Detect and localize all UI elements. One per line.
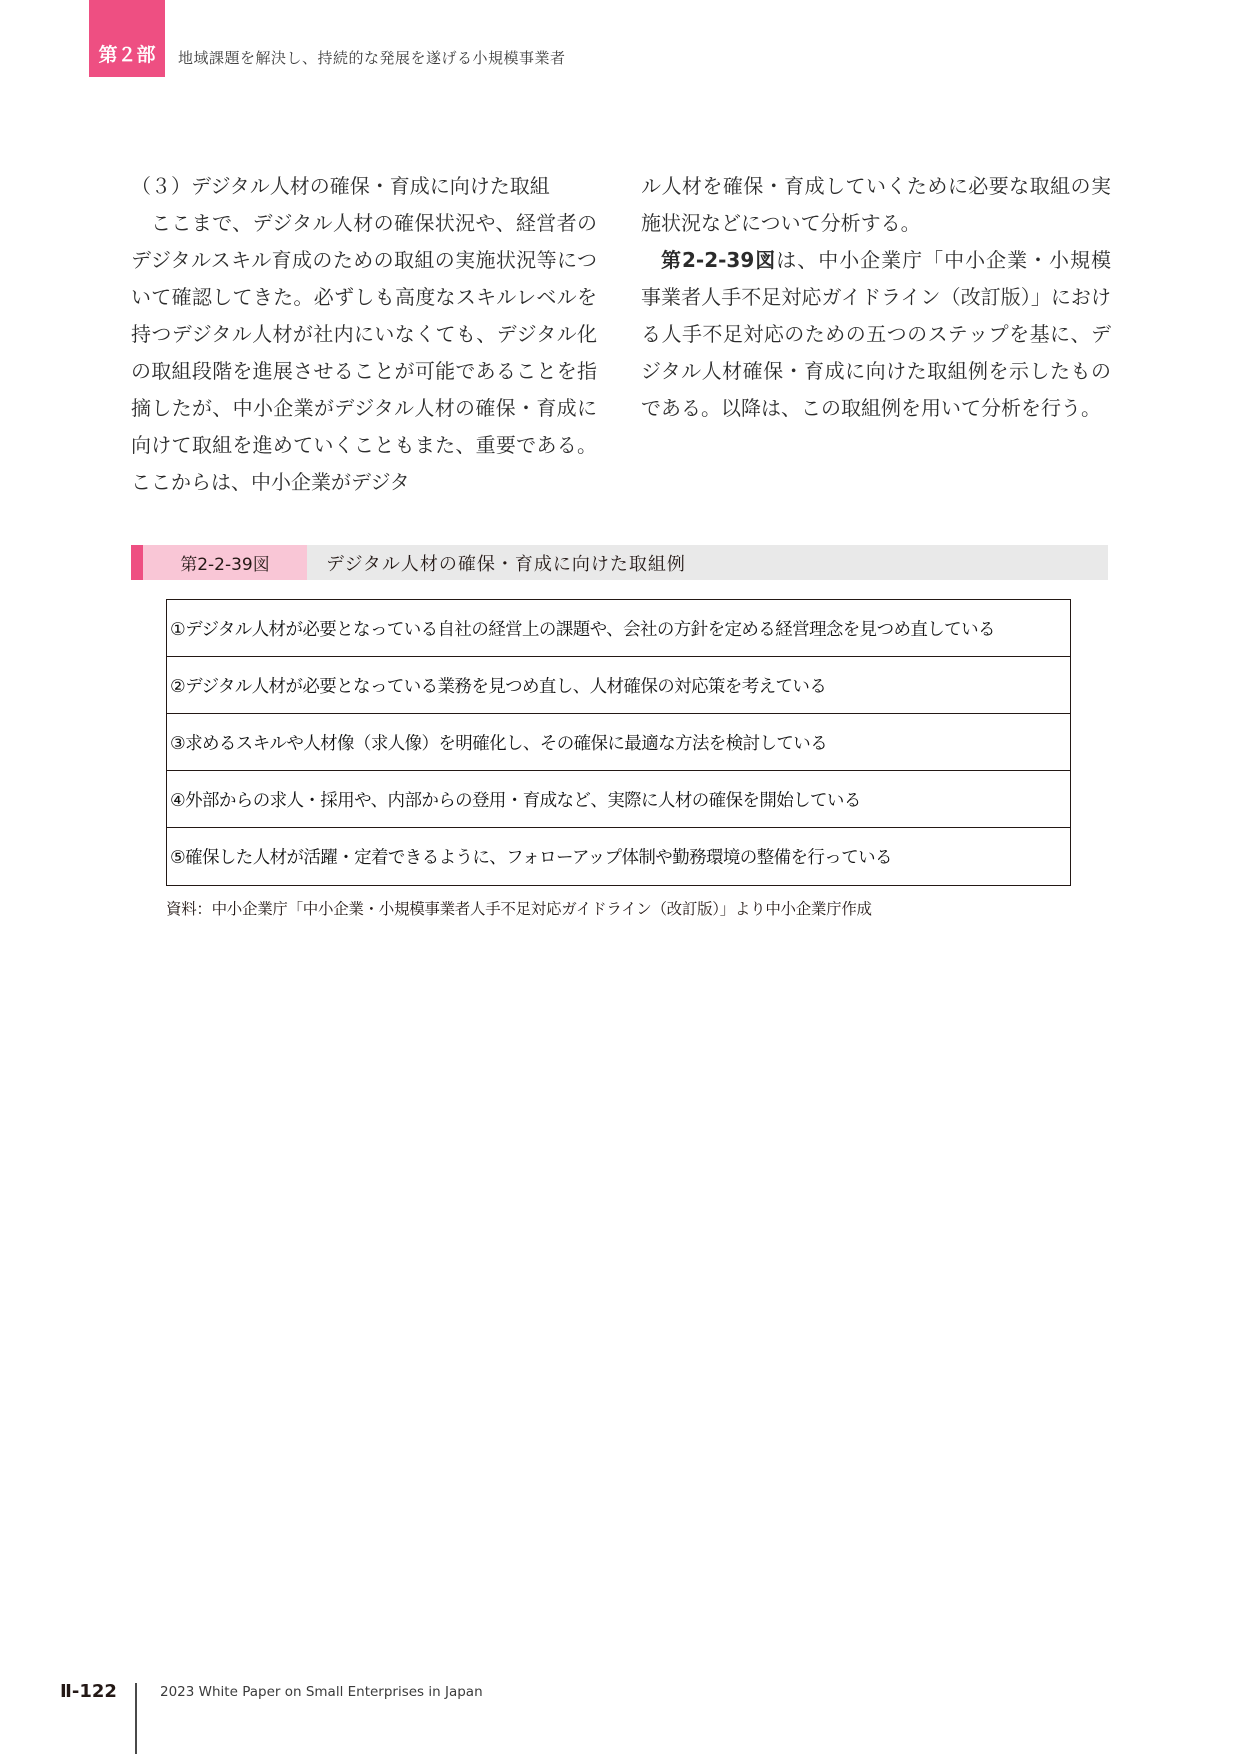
figure-label: 第2-2-39図 [143, 545, 307, 580]
step-row-3: ③求めるスキルや人材像（求人像）を明確化し、その確保に最適な方法を検討している [167, 714, 1070, 771]
figure-accent-stripe [131, 545, 143, 580]
left-column [131, 168, 597, 501]
step-row-4: ④外部からの求人・採用や、内部からの登用・育成など、実際に人材の確保を開始している [167, 771, 1070, 828]
part-tab [89, 0, 165, 77]
section-heading: （３）デジタル人材の確保・育成に向けた取組 [131, 174, 550, 198]
step-row-5: ⑤確保した人材が活躍・定着できるように、フォローアップ体制や勤務環境の整備を行っている [170, 848, 892, 868]
right-paragraph-2-text: は、中小企業庁「中小企業・小規模事業者人手不足対応ガイドライン（改訂版）」における人手不足対応のための五つのステップを基に、デジタル人材確保・育成に向けた取組例を示したものである。以降は、この取組例を用いて分析を行う。 [641, 248, 1112, 420]
steps-table [166, 599, 1071, 886]
page-number: Ⅱ-122 [60, 1681, 117, 1702]
figure-title: デジタル人材の確保・育成に向けた取組例 [326, 553, 686, 575]
right-column [641, 168, 1111, 427]
step-row-2: ②デジタル人材が必要となっている業務を見つめ直し、人材確保の対応策を考えている [167, 657, 1070, 714]
step-row-1: ①デジタル人材が必要となっている自社の経営上の課題や、会社の方針を定める経営理念を見つめ直している [167, 600, 1070, 657]
right-paragraph-1: ル人材を確保・育成していくために必要な取組の実施状況などについて分析する。 [641, 174, 1111, 235]
figure-reference: 第2-2-39図 [661, 248, 777, 272]
part-label: 第２部 [98, 44, 156, 66]
footer-divider [135, 1683, 137, 1754]
running-header-title: 地域課題を解決し、持続的な発展を遂げる小規模事業者 [178, 49, 566, 67]
right-paragraph-2 [641, 242, 1111, 427]
left-paragraph: ここまで、デジタル人材の確保状況や、経営者のデジタルスキル育成のための取組の実施状況等について確認してきた。必ずしも高度なスキルレベルを持つデジタル人材が社内にいなくても、デジタル化の取組段階を進展させることが可能であることを指摘したが、中小企業がデジタル人材の確保・育成に向けて取組を進めていくこともまた、重要である。ここからは、中小企業がデジタ [131, 211, 597, 494]
publication-title: 2023 White Paper on Small Enterprises in Japan [160, 1684, 483, 1700]
figure-source: 資料：中小企業庁「中小企業・小規模事業者人手不足対応ガイドライン（改訂版）」より中小企業庁作成 [166, 900, 872, 918]
